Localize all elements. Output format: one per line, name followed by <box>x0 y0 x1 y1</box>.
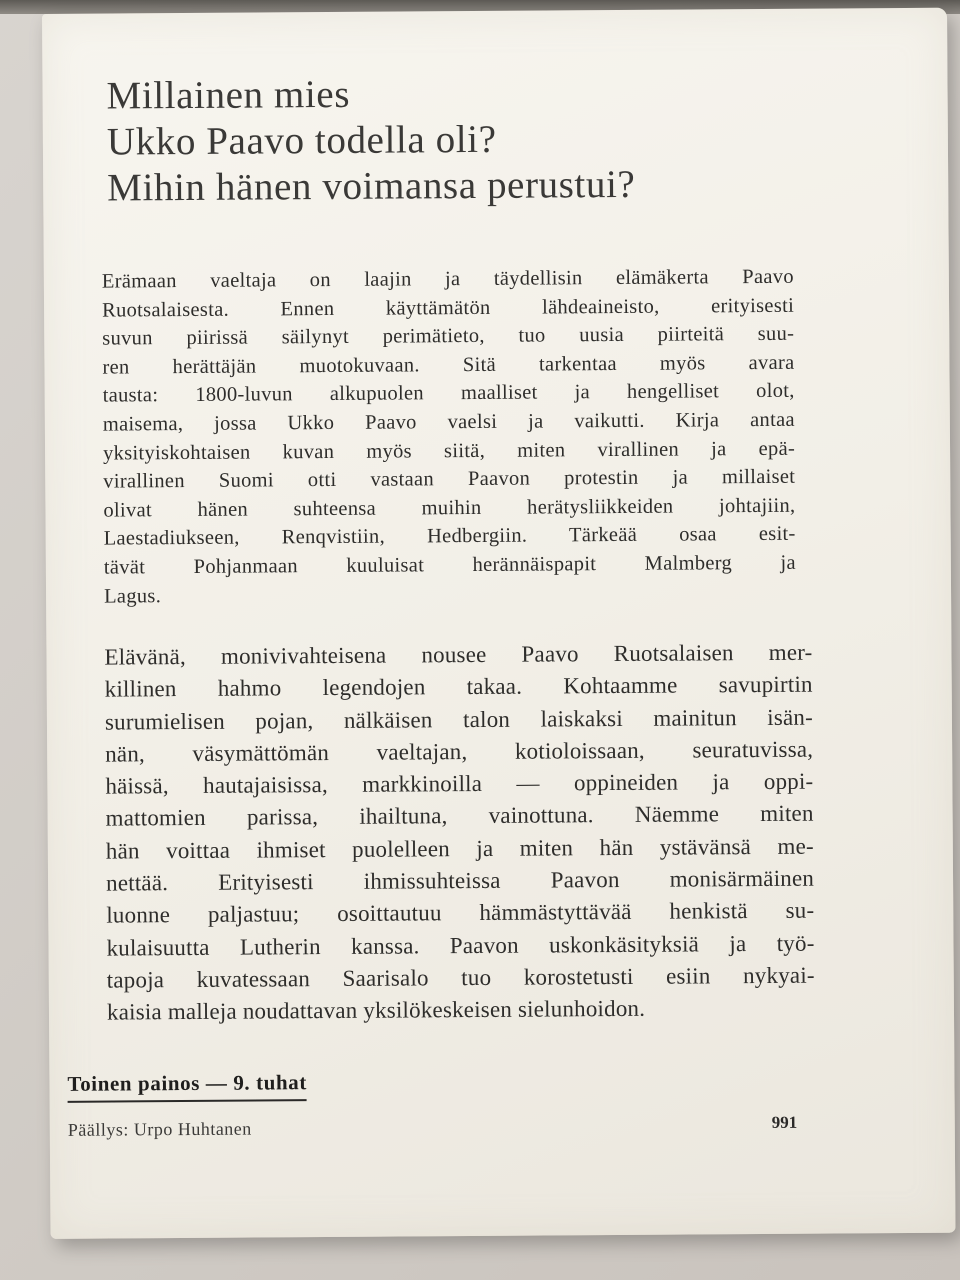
text-line: luonne paljastuu; osoittautuu hämmästyttävää henkistä su- <box>106 898 815 928</box>
text-line: mattomien parissa, ihailtuna, vainottuna. Näemme miten <box>105 801 814 832</box>
text-line: virallinen Suomi otti vastaan Paavon protestin ja millaiset <box>103 465 796 493</box>
text-line: kaisia malleja noudattavan yksilökeskeisen sielunhoidon. <box>106 996 646 1025</box>
text-line: tävät Pohjanmaan kuuluisat herännäispapit Malmberg ja <box>103 551 796 579</box>
text-line: ren herättäjän muotokuvaan. Sitä tarkentaa myös avara <box>102 351 795 379</box>
headline <box>106 69 807 212</box>
text-line: Lagus. <box>103 584 162 608</box>
text-line: suvun piirissä säilynyt perimätieto, tuo uusia piirteitä suu- <box>102 322 795 350</box>
text-line: Erämaan vaeltaja on laajin ja täydellisin elämäkerta Paavo <box>101 265 794 293</box>
headline-line: Millainen mies <box>106 72 351 118</box>
text-line: Ruotsalaisesta. Ennen käyttämätön lähdeaineisto, erityisesti <box>101 294 795 322</box>
text-line: nän, väsymättömän vaeltajan, kotioloissaan, seuratuvissa, <box>105 736 814 767</box>
cover-credit: Päällys: Urpo Huhtanen <box>67 1118 252 1140</box>
edition-label: Toinen painos — 9. tuhat <box>67 1070 307 1103</box>
description-paragraph-2 <box>104 637 815 1029</box>
description-paragraph-1 <box>102 263 796 611</box>
text-line: surumielisen pojan, nälkäisen talon laiskaksi mainitun isän- <box>104 704 814 735</box>
text-line: Elävänä, monivivahteisena nousee Paavo Ruotsalaisen mer- <box>104 639 813 670</box>
headline-line: Ukko Paavo todella oli? <box>106 117 497 164</box>
text-line: killinen hahmo legendojen takaa. Kohtaamme savupirtin <box>104 671 813 702</box>
book-back-cover <box>42 8 956 1239</box>
text-line: yksityiskohtaisen kuvan myös siitä, miten virallinen ja epä- <box>102 437 796 465</box>
text-line: tausta: 1800-luvun alkupuolen maalliset ja hengelliset olot, <box>102 380 795 407</box>
headline-line: Mihin hänen voimansa perustui? <box>107 162 636 210</box>
catalog-number: 991 <box>771 1112 798 1132</box>
text-line: maisema, jossa Ukko Paavo vaelsi ja vaikutti. Kirja antaa <box>102 408 795 436</box>
text-line: tapoja kuvatessaan Saarisalo tuo korostetusti esiin nykyai- <box>106 962 815 993</box>
text-line: nettää. Erityisesti ihmissuhteissa Paavon monisärmäinen <box>105 865 815 896</box>
text-line: kulaisuutta Lutherin kanssa. Paavon uskonkäsityksiä ja työ- <box>106 930 815 961</box>
text-line: häissä, hautajaisissa, markkinoilla — oppineiden ja oppi- <box>105 768 814 799</box>
text-line: hän voittaa ihmiset puolelleen ja miten hän ystävänsä me- <box>105 833 814 864</box>
text-line: Laestadiukseen, Renqvistiin, Hedbergiin. Tärkeää osaa esit- <box>103 523 796 550</box>
text-line: olivat hänen suhteensa muihin herätysliikkeiden johtajiin, <box>103 494 796 522</box>
